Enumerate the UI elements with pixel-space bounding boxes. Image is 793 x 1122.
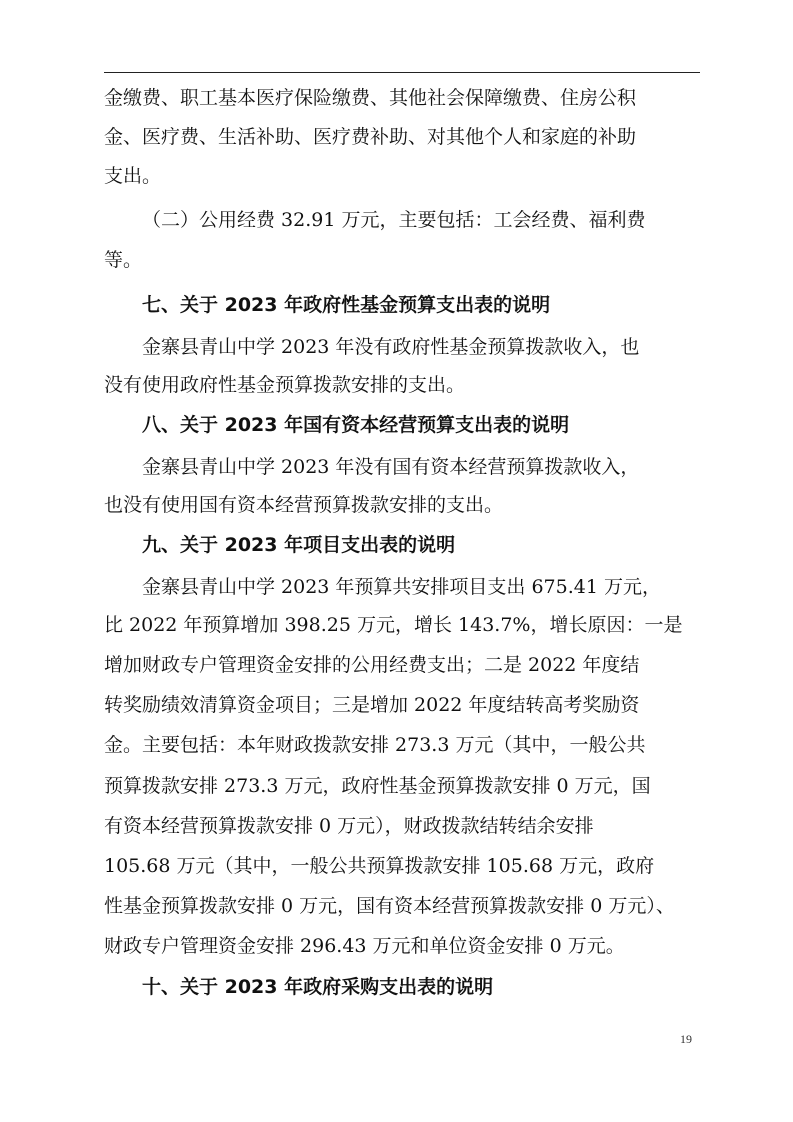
body-line: 增加财政专户管理资金安排的公用经费支出；二是 2022 年度结	[104, 654, 640, 676]
header-rule	[104, 72, 700, 73]
body-line: 有资本经营预算拨款安排 0 万元），财政拨款结转结余安排	[104, 815, 594, 837]
body-line: 也没有使用国有资本经营预算拨款安排的支出。	[104, 494, 504, 516]
body-line: （二）公用经费 32.91 万元，主要包括：工会经费、福利费	[142, 209, 646, 231]
body-line: 性基金预算拨款安排 0 万元，国有资本经营预算拨款安排 0 万元）、	[104, 895, 675, 917]
body-line: 金寨县青山中学 2023 年没有国有资本经营预算拨款收入，	[142, 456, 640, 478]
body-line: 金。主要包括：本年财政拨款安排 273.3 万元（其中，一般公共	[104, 734, 646, 756]
section-heading: 十、关于 2023 年政府采购支出表的说明	[142, 976, 494, 998]
section-heading: 九、关于 2023 年项目支出表的说明	[142, 534, 456, 556]
section-heading: 八、关于 2023 年国有资本经营预算支出表的说明	[142, 414, 570, 436]
body-line: 转奖励绩效清算资金项目；三是增加 2022 年度结转高考奖励资	[104, 694, 640, 716]
body-line: 金寨县青山中学 2023 年预算共安排项目支出 675.41 万元，	[142, 576, 661, 598]
body-line: 财政专户管理资金安排 296.43 万元和单位资金安排 0 万元。	[104, 935, 625, 957]
body-line: 预算拨款安排 273.3 万元，政府性基金预算拨款安排 0 万元，国	[104, 775, 651, 797]
body-line: 等。	[104, 249, 143, 271]
body-line: 没有使用政府性基金预算拨款安排的支出。	[104, 374, 466, 396]
body-line: 105.68 万元（其中，一般公共预算拨款安排 105.68 万元，政府	[104, 855, 655, 877]
body-line: 金、医疗费、生活补助、医疗费补助、对其他个人和家庭的补助	[104, 126, 637, 148]
body-line: 金寨县青山中学 2023 年没有政府性基金预算拨款收入，也	[142, 336, 640, 358]
page-number: 19	[680, 1032, 692, 1046]
body-line: 比 2022 年预算增加 398.25 万元，增长 143.7%，增长原因：一是	[104, 614, 683, 636]
section-heading: 七、关于 2023 年政府性基金预算支出表的说明	[142, 294, 551, 316]
body-line: 金缴费、职工基本医疗保险缴费、其他社会保障缴费、住房公积	[104, 87, 637, 109]
body-line: 支出。	[104, 165, 162, 187]
